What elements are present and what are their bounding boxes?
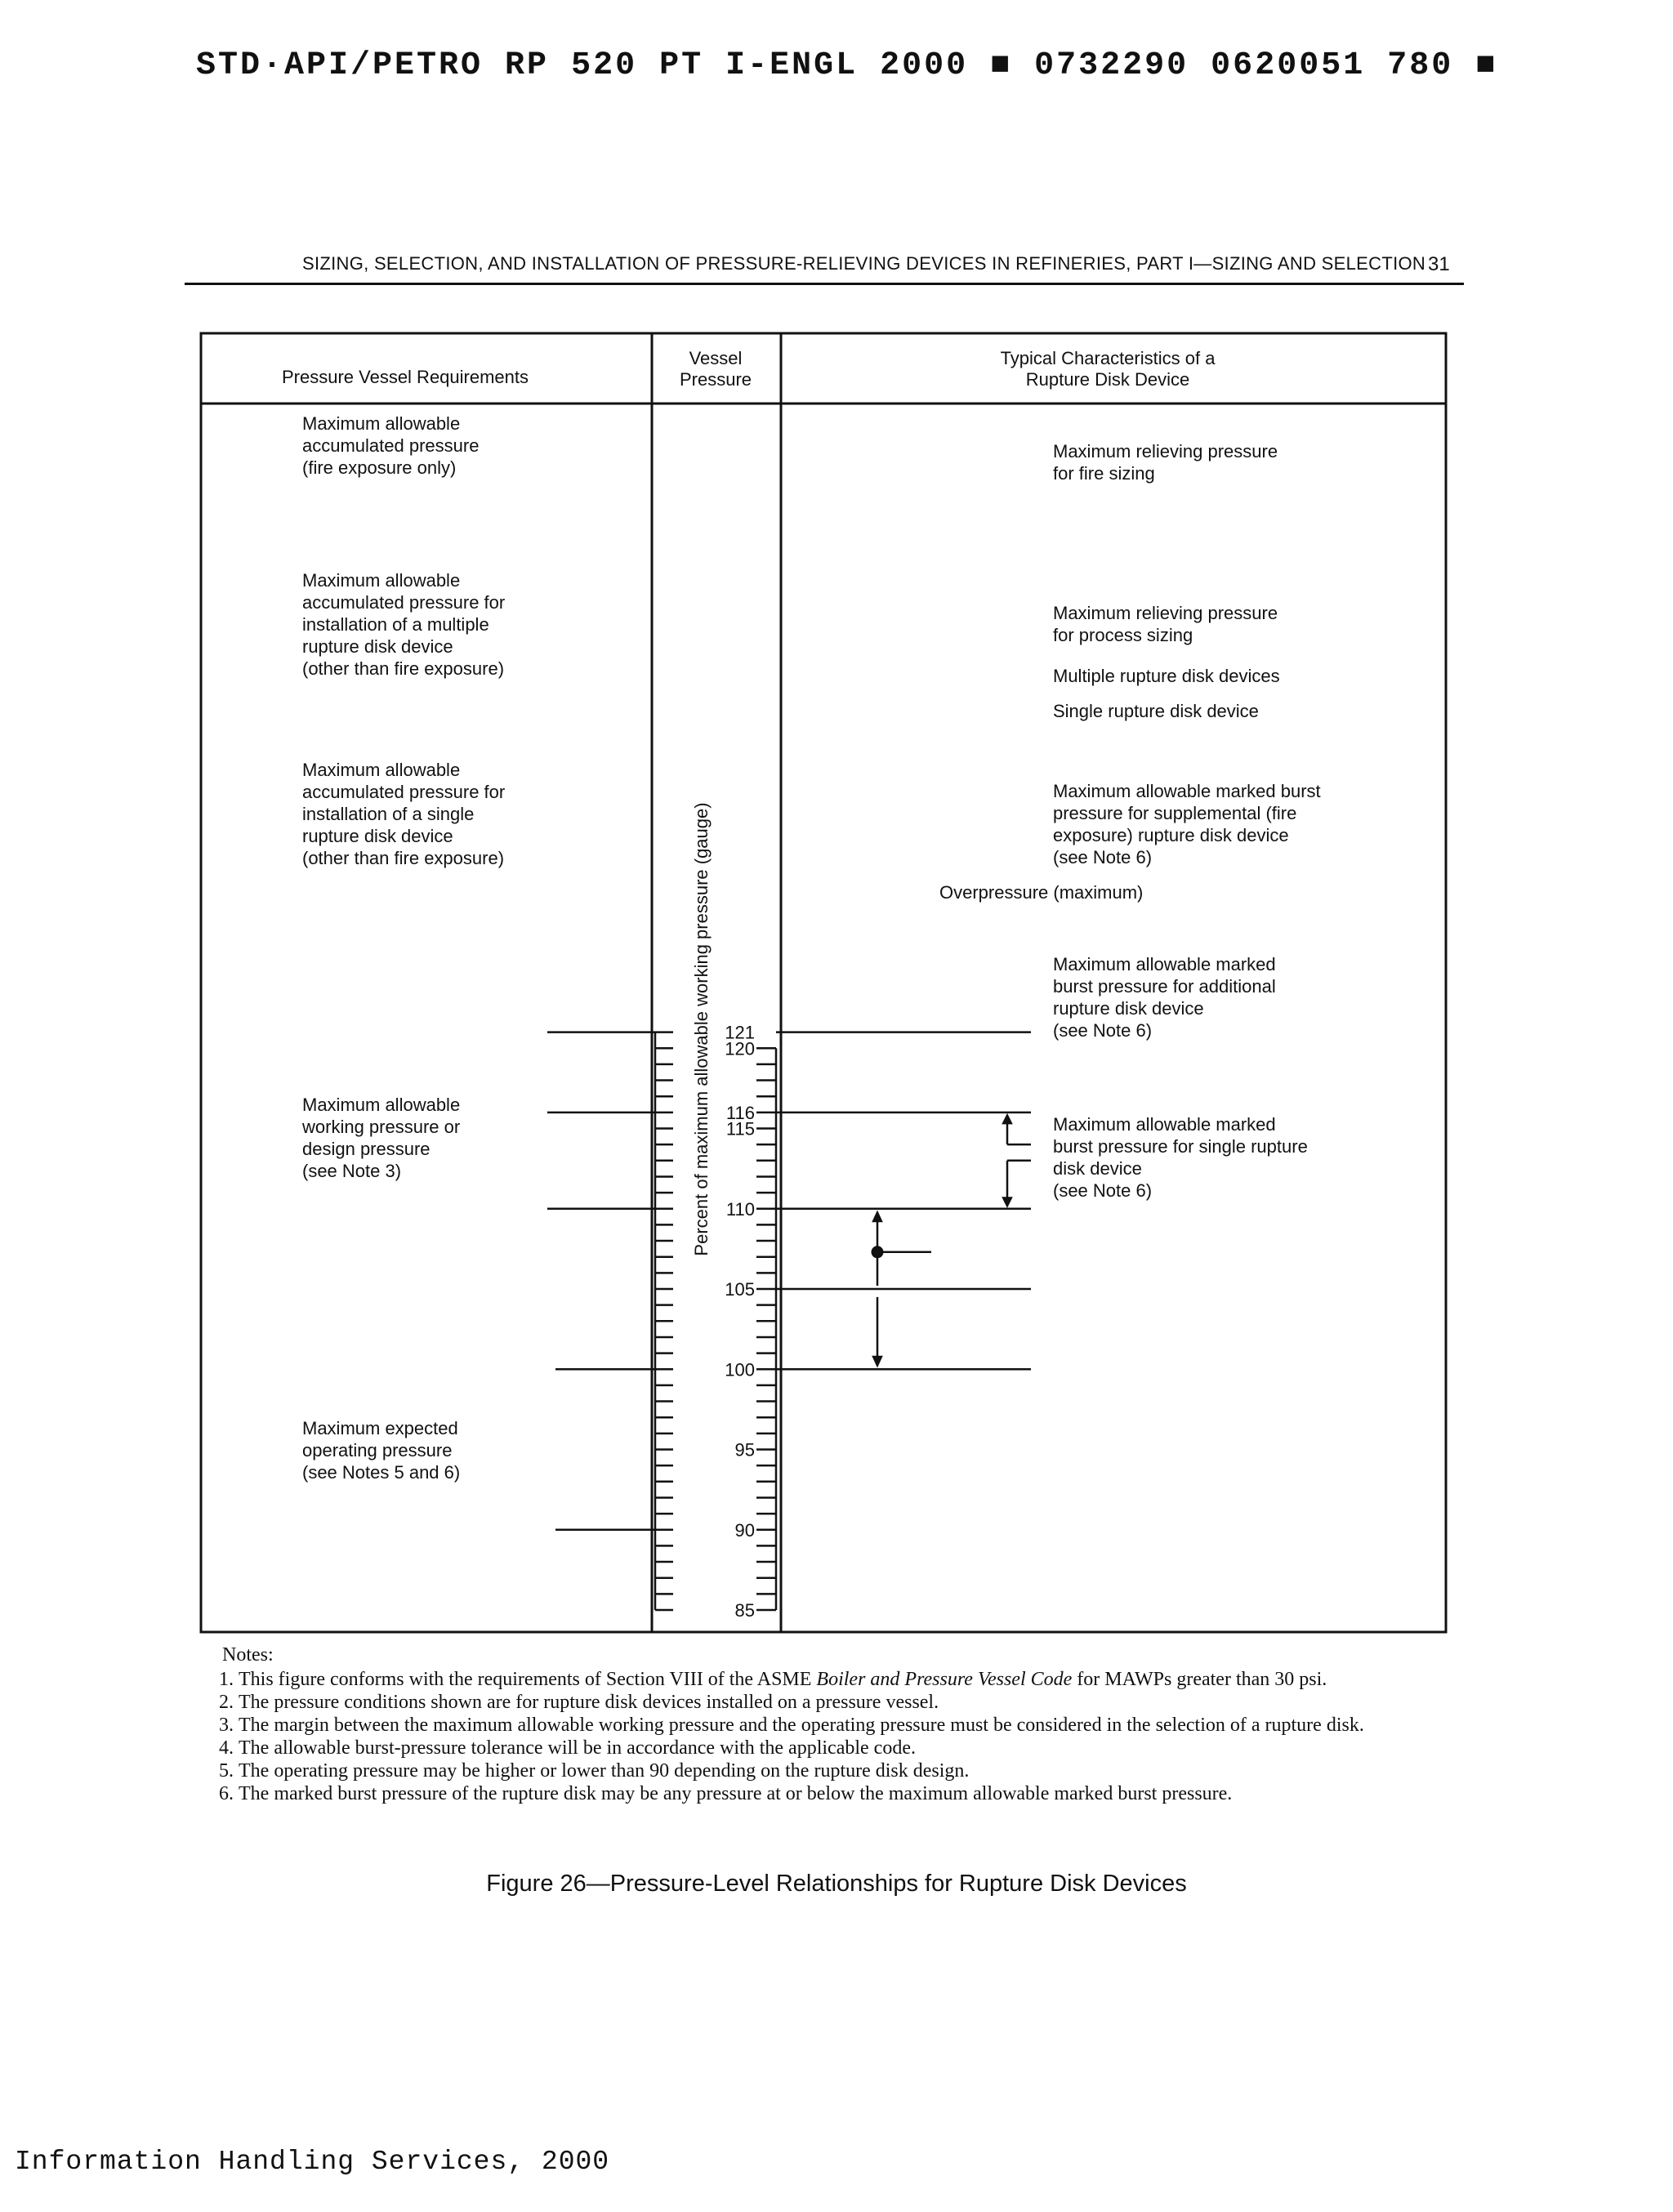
requirement-label: Maximum allowable [302, 570, 461, 591]
scale-label: 100 [725, 1359, 755, 1380]
characteristic-label: Multiple rupture disk devices [1053, 666, 1280, 686]
characteristic-label: Maximum relieving pressure [1053, 603, 1278, 623]
characteristic-label: (see Note 6) [1053, 1180, 1153, 1201]
requirement-label: operating pressure [302, 1440, 453, 1461]
requirement-label: rupture disk device [302, 826, 453, 846]
requirement-label: (other than fire exposure) [302, 658, 505, 679]
requirement-label: Maximum allowable [302, 760, 461, 780]
note-number: 5. [219, 1760, 234, 1782]
notes-title: Notes: [222, 1644, 274, 1666]
scale-label: 115 [725, 1118, 755, 1139]
scale-label: 121 [725, 1022, 755, 1043]
header-vessel-pressure: Vessel [689, 348, 743, 368]
running-head: SIZING, SELECTION, AND INSTALLATION OF PRESSURE-RELIEVING DEVICES IN REFINERIES, PART I—SIZING AND SELECTION [302, 253, 1426, 274]
requirement-label: working pressure or [302, 1117, 461, 1137]
requirement-label: accumulated pressure for [302, 782, 506, 802]
characteristic-label: Overpressure (maximum) [939, 882, 1144, 903]
requirement-label: (other than fire exposure) [302, 848, 505, 868]
note-text: for MAWPs greater than 30 psi. [1072, 1669, 1327, 1690]
note-item [219, 1668, 1415, 1691]
leader-lines [547, 1032, 1031, 1530]
note-item [219, 1759, 1415, 1782]
note-number: 4. [219, 1737, 234, 1759]
axis-label: Percent of maximum allowable working pressure (gauge) [691, 802, 712, 1256]
characteristic-label: (see Note 6) [1053, 1020, 1153, 1041]
note-number: 3. [219, 1715, 234, 1736]
scale-label: 116 [725, 1102, 755, 1123]
note-text: The pressure conditions shown are for rupture disk devices installed on a pressure vessel. [239, 1692, 939, 1713]
note-number: 2. [219, 1692, 234, 1713]
characteristic-label: Maximum allowable marked burst [1053, 781, 1321, 801]
scale-ticks [655, 1032, 776, 1610]
arrowhead [1002, 1197, 1012, 1207]
characteristic-label: for process sizing [1053, 625, 1193, 645]
header-rupture-disk: Rupture Disk Device [1025, 369, 1190, 390]
figure-caption: Figure 26—Pressure-Level Relationships for Rupture Disk Devices [486, 1871, 1187, 1897]
scale-label: 90 [734, 1519, 755, 1541]
characteristic-label: (see Note 6) [1053, 847, 1153, 867]
characteristic-label: burst pressure for single rupture [1053, 1136, 1308, 1157]
note-text: This figure conforms with the requirements of Section VIII of the ASME [239, 1669, 817, 1690]
requirement-label: Maximum allowable [302, 413, 461, 434]
arrowhead [872, 1211, 882, 1222]
notes-block [219, 1643, 1415, 1805]
requirement-label: design pressure [302, 1139, 431, 1159]
note-item [219, 1714, 1415, 1737]
notes-list [219, 1668, 1415, 1805]
requirement-label: installation of a multiple [302, 614, 489, 635]
note-text: Boiler and Pressure Vessel Code [816, 1669, 1073, 1690]
characteristic-label: Maximum relieving pressure [1053, 441, 1278, 462]
scale-label: 120 [725, 1038, 755, 1059]
scale-label: 95 [734, 1439, 755, 1461]
document-id-header: STD·API/PETRO RP 520 PT I-ENGL 2000 ■ 0732290 0620051 780 ■ [196, 47, 1498, 84]
characteristic-label: Maximum allowable marked [1053, 1114, 1276, 1135]
header-vessel-pressure: Pressure [679, 369, 752, 390]
requirement-label: (see Note 3) [302, 1161, 402, 1181]
note-text: The marked burst pressure of the rupture disk may be any pressure at or below the maximum allowable marked burst pressure. [239, 1783, 1233, 1804]
footer-text: Information Handling Services, 2000 [15, 2147, 610, 2177]
requirement-label: (see Notes 5 and 6) [302, 1462, 461, 1483]
requirement-label: installation of a single [302, 804, 475, 824]
characteristic-label: for fire sizing [1053, 463, 1155, 484]
arrowhead [872, 1356, 882, 1367]
note-item [219, 1691, 1415, 1714]
arrowhead [1002, 1114, 1012, 1124]
requirement-label: Maximum expected [302, 1418, 458, 1438]
requirement-label: (fire exposure only) [302, 457, 457, 478]
requirement-label: Maximum allowable [302, 1095, 461, 1115]
characteristic-label: Maximum allowable marked [1053, 954, 1276, 974]
scale-label: 85 [734, 1600, 755, 1621]
characteristic-label: exposure) rupture disk device [1053, 825, 1289, 845]
note-text: The margin between the maximum allowable working pressure and the operating pressure must be considered in the selection of a rupture disk. [239, 1715, 1364, 1736]
scale-label: 110 [725, 1198, 755, 1220]
note-text: The allowable burst-pressure tolerance will be in accordance with the applicable code. [239, 1737, 916, 1759]
note-item [219, 1737, 1415, 1759]
requirement-label: accumulated pressure [302, 435, 480, 456]
characteristic-label: burst pressure for additional [1053, 976, 1276, 997]
header-requirements: Pressure Vessel Requirements [281, 367, 529, 387]
note-number: 1. [219, 1669, 234, 1690]
characteristic-label: rupture disk device [1053, 998, 1204, 1019]
characteristic-label: Single rupture disk device [1053, 701, 1259, 721]
header-rupture-disk: Typical Characteristics of a [1000, 348, 1216, 368]
page-number: 31 [1428, 253, 1450, 275]
note-number: 6. [219, 1783, 234, 1804]
note-item [219, 1782, 1415, 1805]
characteristic-label: disk device [1053, 1158, 1142, 1179]
characteristic-label: pressure for supplemental (fire [1053, 803, 1297, 823]
figure-text [282, 348, 1321, 1621]
note-text: The operating pressure may be higher or lower than 90 depending on the rupture disk design. [239, 1760, 970, 1782]
requirement-label: rupture disk device [302, 636, 453, 657]
requirement-label: accumulated pressure for [302, 592, 506, 613]
scale-label: 105 [725, 1279, 755, 1300]
